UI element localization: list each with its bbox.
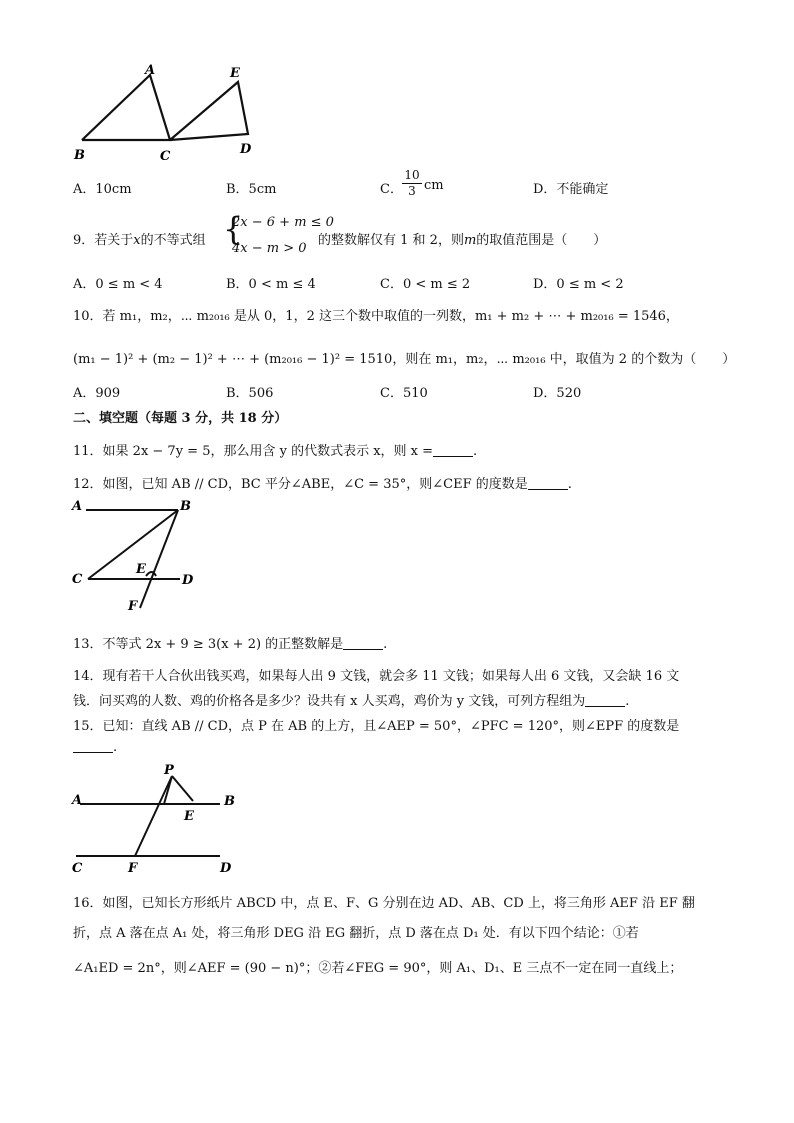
label-E: E <box>184 809 194 824</box>
label-E: E <box>230 66 240 81</box>
q14-line-1: 14．现有若干人合伙出钱买鸡，如果每人出 9 文钱，就会多 11 文钱；如果每人出 6 文钱，又会缺 16 文 <box>73 669 680 684</box>
q10-line-1: 10．若 m₁，m₂，⋯ m₂₀₁₆ 是从 0，1，2 这三个数中取值的一列数，m₁ + m₂ + ⋯ + m₂₀₁₆ = 1546， <box>73 309 679 324</box>
label-C: C <box>72 572 83 587</box>
q10-option-d: D．520 <box>533 386 582 401</box>
q12: 12．如图，已知 AB // CD，BC 平分∠ABE，∠C = 35°，则∠CEF 的度数是 . <box>73 477 572 492</box>
q11: 11．如果 2x − 7y = 5，那么用含 y 的代数式表示 x，则 x = . <box>73 444 478 459</box>
q13: 13．不等式 2x + 9 ≥ 3(x + 2) 的正整数解是 . <box>73 637 388 652</box>
section-title: 二、填空题（每题 3 分，共 18 分） <box>73 411 288 426</box>
q8-option-c-unit: cm <box>424 178 444 193</box>
q9-inequality-1: 2x − 6 + m ≤ 0 <box>232 215 334 230</box>
label-C: C <box>72 861 83 876</box>
label-F: F <box>128 861 138 876</box>
q14-line-2: 钱．问买鸡的人数、鸡的价格各是多少？设共有 x 人买鸡，鸡价为 y 文钱，可列方程组为 . <box>73 694 630 709</box>
q9-option-b: B．0 < m ≤ 4 <box>226 277 316 292</box>
label-B: B <box>224 794 235 809</box>
q9-brace: { <box>223 210 244 248</box>
label-B: B <box>180 499 191 514</box>
q12-blank <box>528 477 568 490</box>
label-A: A <box>72 793 83 808</box>
label-E: E <box>136 562 146 577</box>
q15-blank <box>73 740 113 753</box>
q13-blank <box>343 637 383 650</box>
q9-option-d: D．0 ≤ m < 2 <box>533 277 624 292</box>
q9-option-c: C．0 < m ≤ 2 <box>380 277 471 292</box>
q10-option-b: B．506 <box>226 386 274 401</box>
q15-line-1: 15．已知：直线 AB // CD，点 P 在 AB 的上方，且∠AEP = 50°，∠PFC = 120°，则∠EPF 的度数是 <box>73 719 680 734</box>
q16-line-1: 16．如图，已知长方形纸片 ABCD 中，点 E、F、G 分别在边 AD、AB、CD 上，将三角形 AEF 沿 EF 翻 <box>73 896 695 911</box>
figure-q12 <box>68 496 203 616</box>
label-D: D <box>240 142 252 157</box>
q10-line-2: (m₁ − 1)² + (m₂ − 1)² + ⋯ + (m₂₀₁₆ − 1)² = 1510，则在 m₁，m₂，⋯ m₂₀₁₆ 中，取值为 2 的个数为（ ） <box>73 352 736 367</box>
q8-option-d: D．不能确定 <box>533 182 609 197</box>
label-A: A <box>145 63 156 78</box>
label-F: F <box>128 599 138 614</box>
q9-stem-end: 的整数解仅有 1 和 2，则m的取值范围是（ ） <box>318 233 607 248</box>
label-B: B <box>74 148 85 163</box>
q16-line-2: 折，点 A 落在点 A₁ 处，将三角形 DEG 沿 EG 翻折，点 D 落在点 D₁ 处．有以下四个结论：①若 <box>73 926 639 941</box>
figure-q8 <box>70 62 270 166</box>
q8-option-a: A．10cm <box>73 182 132 197</box>
q11-blank <box>433 444 473 457</box>
q8-option-c: C． <box>380 182 403 197</box>
q15-line-2: . <box>73 740 117 755</box>
label-D: D <box>220 861 232 876</box>
q10-option-a: A．909 <box>73 386 121 401</box>
q9-option-a: A．0 ≤ m < 4 <box>73 277 163 292</box>
q8-option-b: B．5cm <box>226 182 277 197</box>
label-D: D <box>182 573 194 588</box>
q16-line-3: ∠A₁ED = 2n°，则∠AEF = (90 − n)°；②若∠FEG = 90°，则 A₁、D₁、E 三点不一定在同一直线上； <box>73 961 683 976</box>
figure-q15 <box>68 762 243 877</box>
label-P: P <box>164 763 174 778</box>
q10-option-c: C．510 <box>380 386 428 401</box>
label-C: C <box>160 149 171 164</box>
q9-inequality-2: 4x − m > 0 <box>232 241 307 256</box>
label-A: A <box>72 499 83 514</box>
q9-stem: 9．若关于x的不等式组 <box>73 233 206 248</box>
q14-blank <box>585 694 625 707</box>
q8-option-c-fraction: $\frac{10}{3}$ <box>402 168 422 199</box>
